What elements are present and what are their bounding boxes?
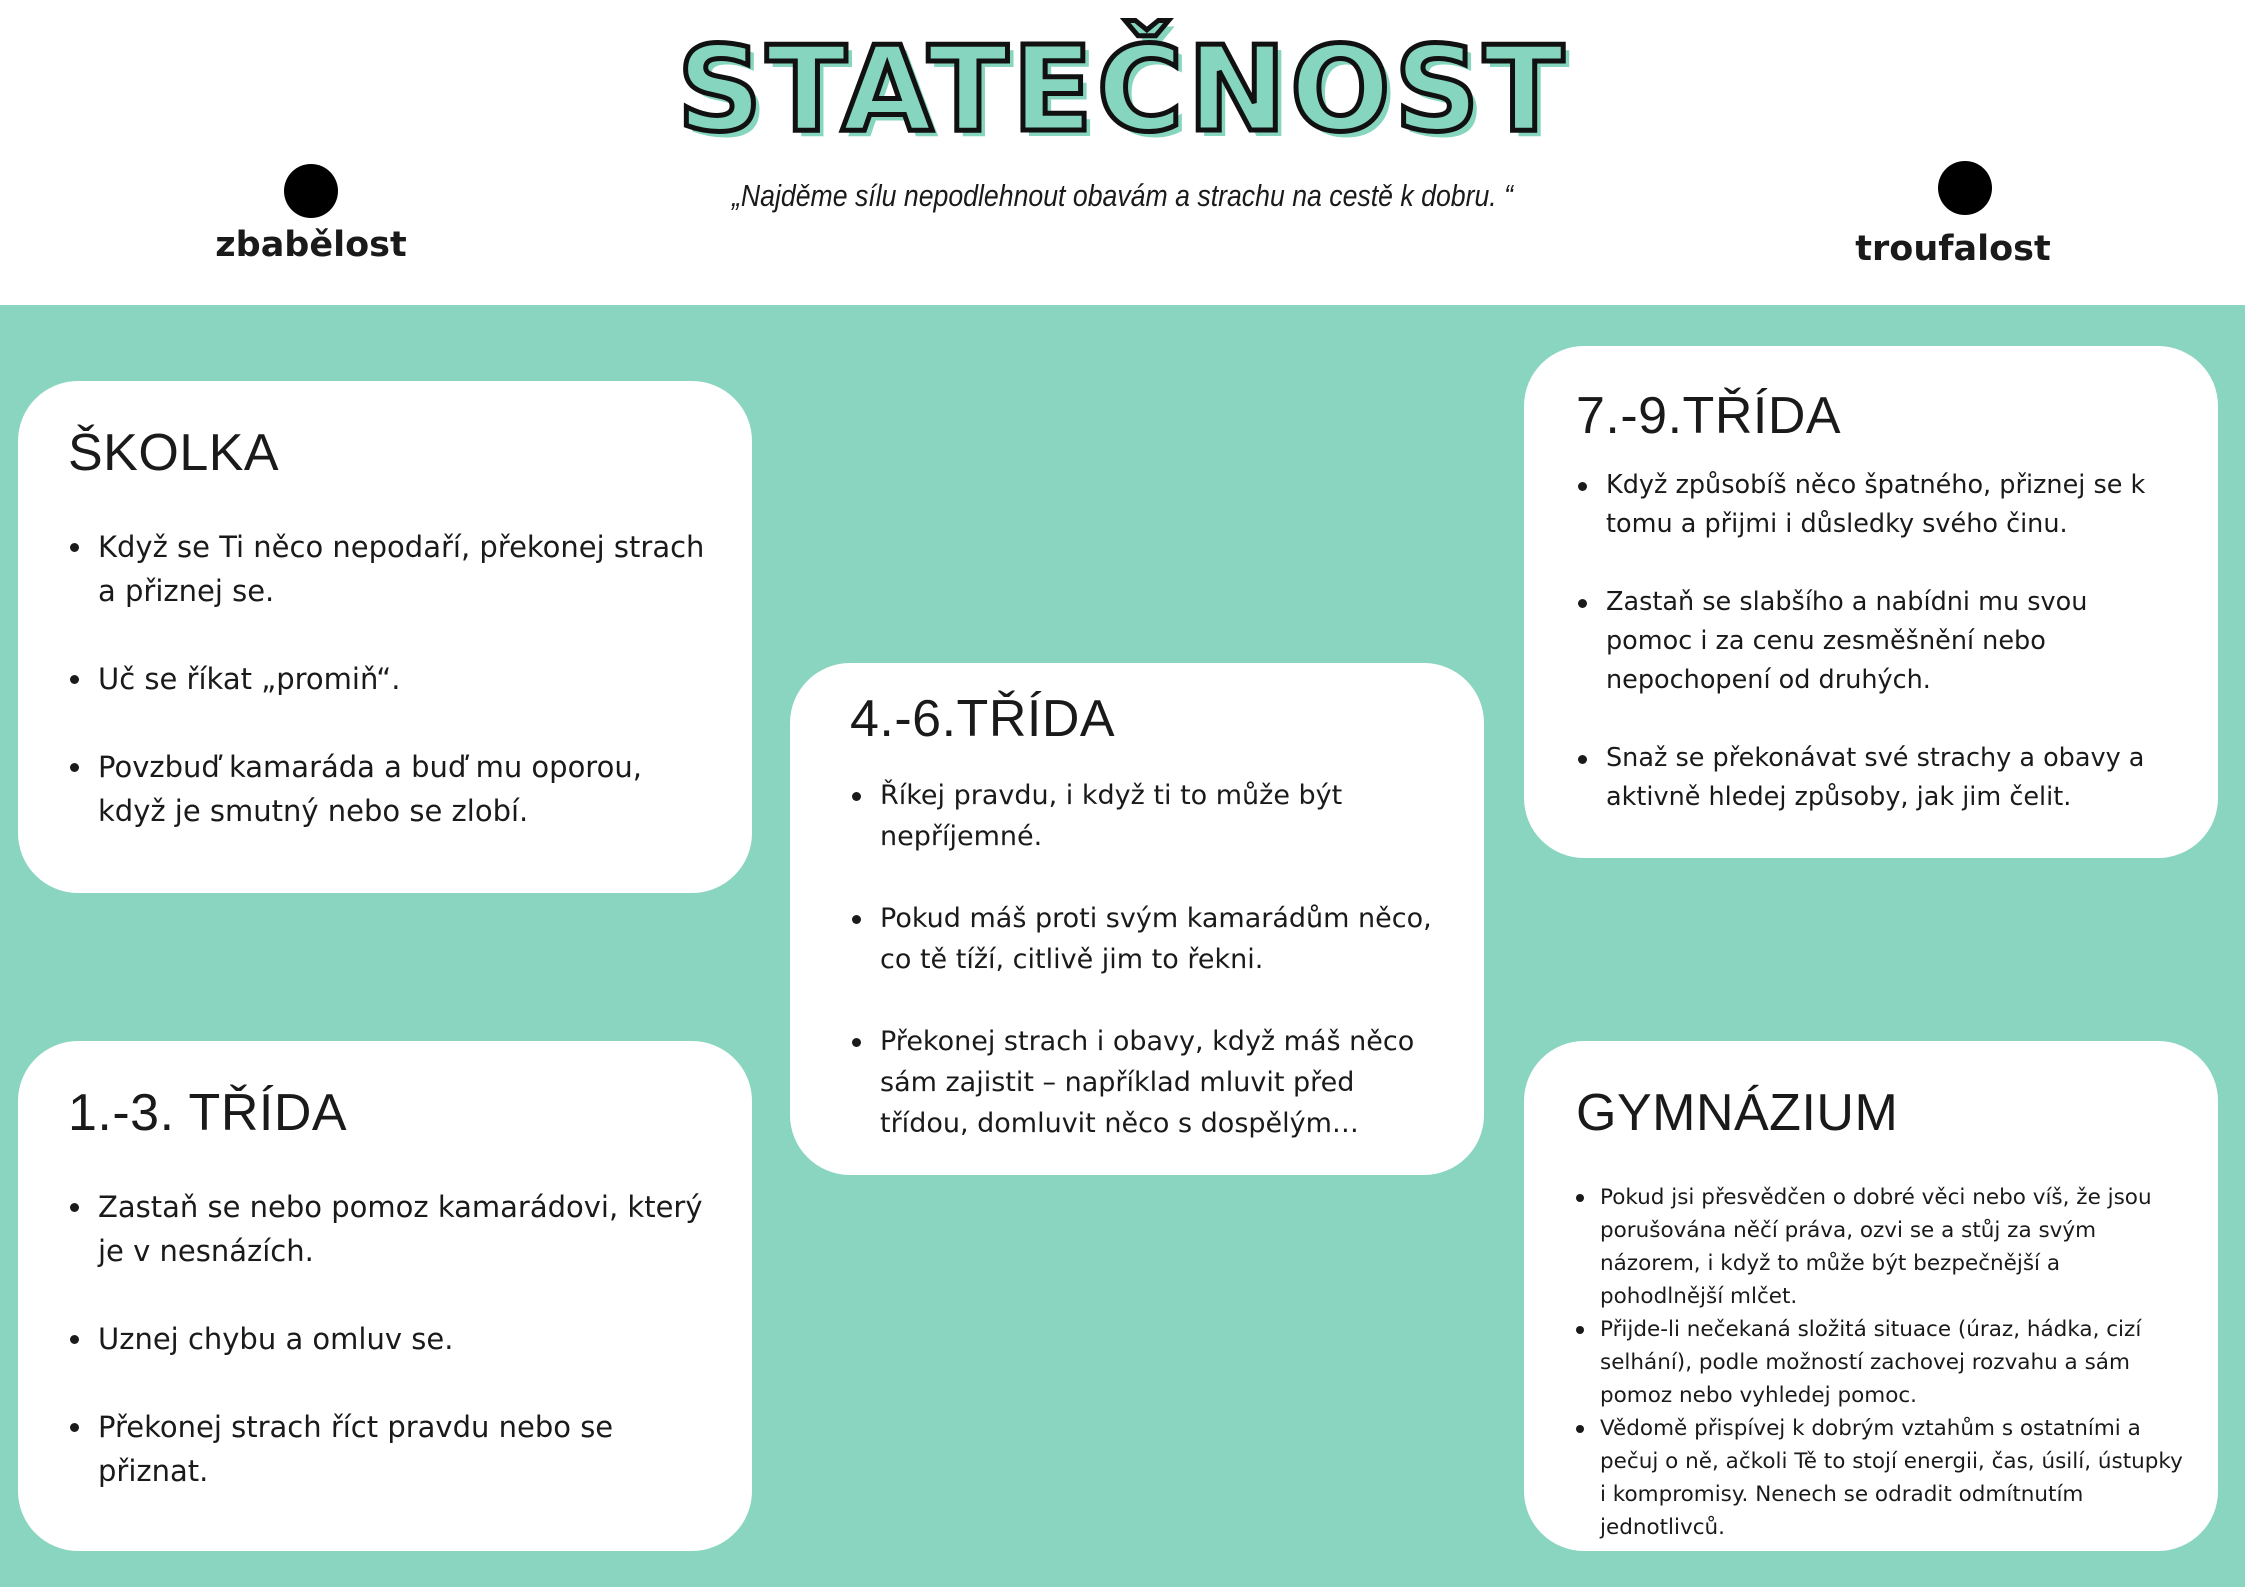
card-title: 4.-6.TŘÍDA <box>850 690 1116 748</box>
card-title: ŠKOLKA <box>68 424 280 482</box>
quote: „Najděme sílu nepodlehnout obavám a strachu na cestě k dobru. “ <box>731 178 1514 213</box>
list-item: Zastaň se slabšího a nabídni mu svou pomoc i za cenu zesměšnění nebo nepochopení od druhých. <box>1576 583 2178 700</box>
list-item: Když způsobíš něco špatného, přiznej se k tomu a přijmi i důsledky svého činu. <box>1576 466 2178 544</box>
card-title: GYMNÁZIUM <box>1576 1084 1899 1142</box>
list-item: Když se Ti něco nepodaří, překonej strach a přiznej se. <box>68 525 712 613</box>
card-list <box>1576 1181 2188 1544</box>
card-title: 7.-9.TŘÍDA <box>1576 387 1842 445</box>
list-item: Zastaň se nebo pomoz kamarádovi, který je v nesnázích. <box>68 1185 712 1273</box>
list-item: Uznej chybu a omluv se. <box>68 1317 712 1361</box>
list-item: Uč se říkat „promiň“. <box>68 657 712 701</box>
list-item: Povzbuď kamaráda a buď mu oporou, když je smutný nebo se zlobí. <box>68 745 712 833</box>
page-title: STATEČNOST <box>677 20 1568 158</box>
list-item: Pokud jsi přesvědčen o dobré věci nebo víš, že jsou porušována něčí práva, ozvi se a stůj za svým názorem, i když to může být bezpečnější a pohodlnější mlčet. <box>1576 1181 2188 1313</box>
card-trida-7-9 <box>1524 346 2218 858</box>
card-list <box>68 1185 712 1493</box>
card-list <box>850 775 1444 1144</box>
scale-label-left: zbabělost <box>215 225 407 265</box>
list-item: Snaž se překonávat své strachy a obavy a aktivně hledej způsoby, jak jim čelit. <box>1576 739 2178 817</box>
card-list <box>68 525 712 833</box>
card-trida-4-6 <box>790 663 1484 1175</box>
scale-label-right: troufalost <box>1855 229 2051 269</box>
list-item: Přijde-li nečekaná složitá situace (úraz, hádka, cizí selhání), podle možností zachovej rozvahu a sám pomoz nebo vyhledej pomoc. <box>1576 1313 2188 1412</box>
card-list <box>1576 466 2178 817</box>
list-item: Vědomě přispívej k dobrým vztahům s ostatními a pečuj o ně, ačkoli Tě to stojí energii, čas, úsilí, ústupky i kompromisy. Nenech se odradit odmítnutím jednotlivců. <box>1576 1412 2188 1544</box>
card-trida-1-3 <box>18 1041 752 1551</box>
card-title: 1.-3. TŘÍDA <box>68 1084 348 1142</box>
list-item: Překonej strach říct pravdu nebo se přiznat. <box>68 1405 712 1493</box>
card-skolka <box>18 381 752 893</box>
card-gymnazium <box>1524 1041 2218 1551</box>
list-item: Říkej pravdu, i když ti to může být nepříjemné. <box>850 775 1444 857</box>
header <box>0 0 2245 305</box>
list-item: Překonej strach i obavy, když máš něco sám zajistit – například mluvit před třídou, domluvit něco s dospělým… <box>850 1021 1444 1144</box>
list-item: Pokud máš proti svým kamarádům něco, co tě tíží, citlivě jim to řekni. <box>850 898 1444 980</box>
